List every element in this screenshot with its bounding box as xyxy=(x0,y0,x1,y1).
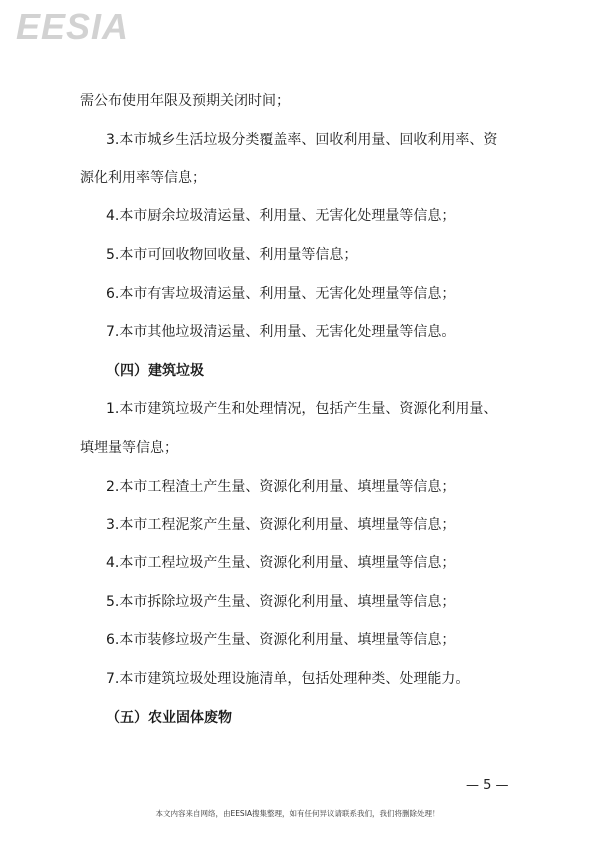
text-line: 3.本市工程泥浆产生量、资源化利用量、填埋量等信息； xyxy=(106,517,456,533)
text-line: 4.本市工程垃圾产生量、资源化利用量、填埋量等信息； xyxy=(106,555,456,571)
text-line: 1.本市建筑垃圾产生和处理情况，包括产生量、资源化利用量、 xyxy=(106,401,498,417)
section-heading: （四）建筑垃圾 xyxy=(106,363,204,379)
text-line: 7.本市建筑垃圾处理设施清单，包括处理种类、处理能力。 xyxy=(106,671,470,687)
page-number: — 5 — xyxy=(466,778,509,793)
text-line: 4.本市厨余垃圾清运量、利用量、无害化处理量等信息； xyxy=(106,208,456,224)
text-line: 6.本市装修垃圾产生量、资源化利用量、填埋量等信息； xyxy=(106,632,456,648)
eesia-logo: EESIA xyxy=(16,6,130,47)
text-line: 填埋量等信息； xyxy=(80,440,178,456)
text-line: 需公布使用年限及预期关闭时间； xyxy=(80,93,290,109)
text-line: 7.本市其他垃圾清运量、利用量、无害化处理量等信息。 xyxy=(106,324,456,340)
section-heading: （五）农业固体废物 xyxy=(106,710,232,726)
text-line: 5.本市拆除垃圾产生量、资源化利用量、填埋量等信息； xyxy=(106,594,456,610)
text-line: 5.本市可回收物回收量、利用量等信息； xyxy=(106,247,358,263)
footer-disclaimer: 本文内容来自网络，由EESIA搜集整理，如有任何异议请联系我们，我们将删除处理！ xyxy=(155,809,440,818)
text-line: 3.本市城乡生活垃圾分类覆盖率、回收利用量、回收利用率、资 xyxy=(106,132,498,148)
text-line: 6.本市有害垃圾清运量、利用量、无害化处理量等信息； xyxy=(106,286,456,302)
text-line: 源化利用率等信息； xyxy=(80,170,206,186)
text-line: 2.本市工程渣土产生量、资源化利用量、填埋量等信息； xyxy=(106,479,456,495)
